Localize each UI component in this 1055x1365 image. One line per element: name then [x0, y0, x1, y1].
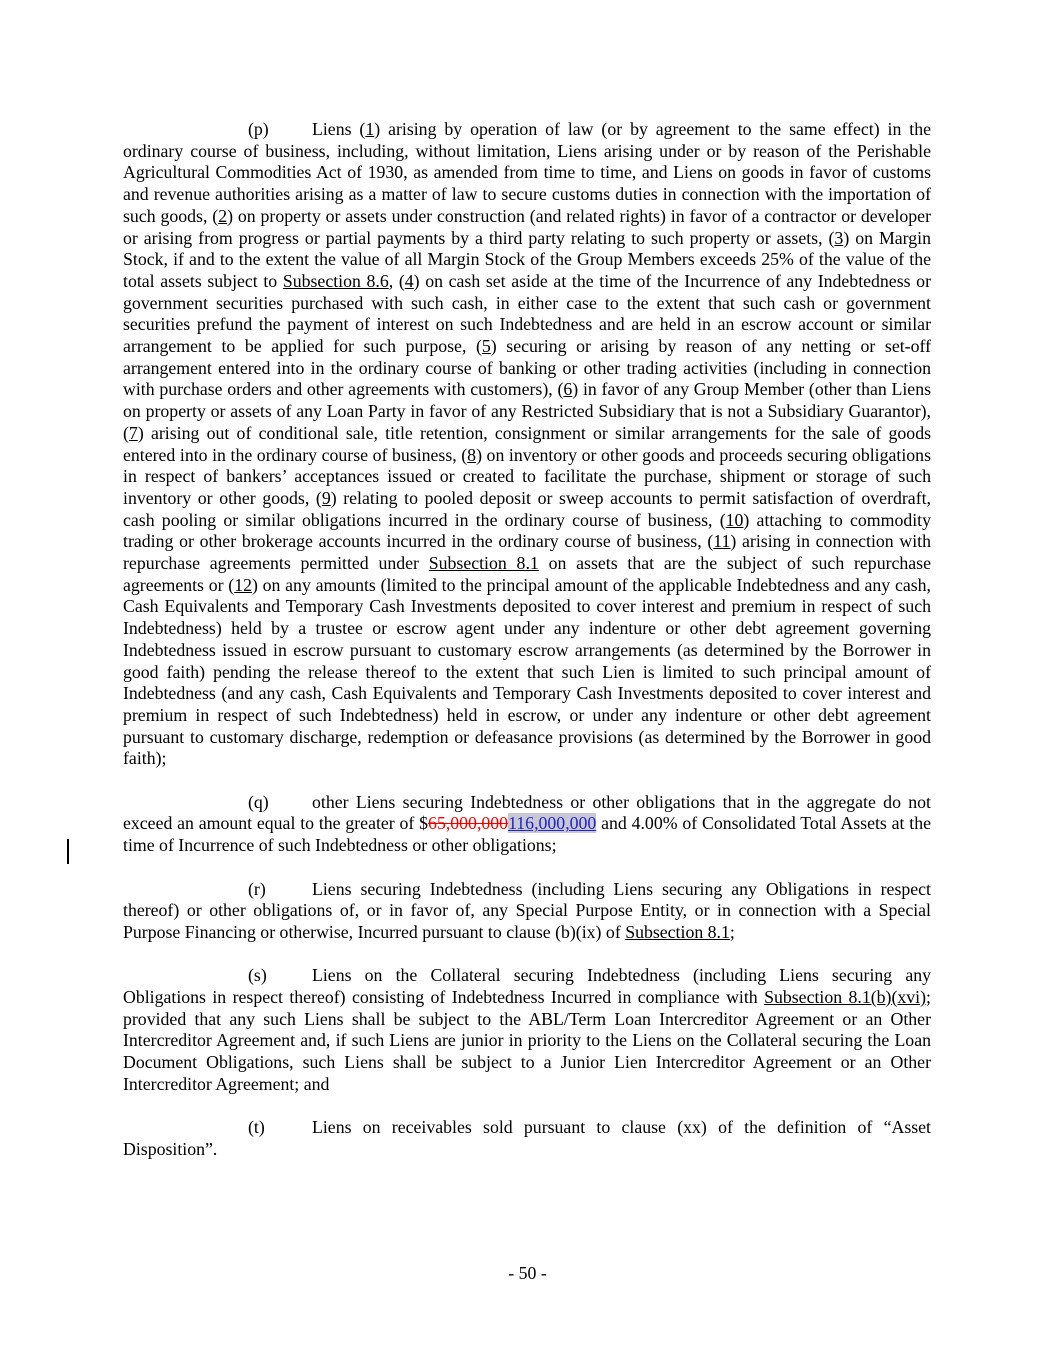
underlined-reference: Subsection 8.1(b)(xvi): [764, 987, 927, 1008]
underlined-reference: 3: [834, 227, 844, 248]
text-segment: other Liens securing Indebtedness or other obligations that in the aggregate do not exceed an amount equal to the greater of $: [123, 791, 931, 834]
paragraph-label-s: (s): [248, 965, 267, 986]
paragraph-label-r: (r): [248, 878, 266, 899]
text-segment: ) on cash set aside at the time of the Incurrence of any Indebtedness or government securities purchased with such cash, in either case to the extent that such cash or government securities prefund the payment of interest on such Indebtedness and are held in an escrow account or similar arrangement to be applied for such purpose, (: [123, 270, 931, 357]
text-segment: Liens on the Collateral securing Indebtedness (including Liens securing any Obligations in respect thereof) consisting of Indebtedness Incurred in compliance with: [123, 965, 931, 1008]
underlined-reference: 9: [321, 487, 331, 508]
text-segment: ) securing or arising by reason of any netting or set-off arrangement entered into in the ordinary course of banking or other trading activities (including in connection with purchase orders and other agreements with customers), (: [123, 336, 931, 400]
text-segment: ) relating to pooled deposit or sweep accounts to permit satisfaction of overdraft, cash pooling or similar obligations incurred in the ordinary course of business, (: [123, 487, 932, 530]
underlined-reference: 5: [481, 336, 491, 357]
text-segment: Liens on receivables sold pursuant to clause (xx) of the definition of “Asset Disposition”.: [123, 1117, 931, 1159]
underlined-reference: 7: [128, 422, 138, 443]
document-body: [123, 119, 931, 1161]
underlined-reference: Subsection 8.1: [625, 921, 730, 942]
text-segment: ) in favor of any Group Member (other than Liens on property or assets of any Loan Party in favor of any Restricted Subsidiary that is not a Subsidiary Guarantor), (: [123, 379, 932, 443]
underlined-reference: 2: [218, 205, 228, 226]
underlined-reference: 1: [365, 119, 375, 139]
text-segment: ) on inventory or other goods and proceeds securing obligations in respect of bankers’ acceptances issued or created to facilitate the purchase, shipment or storage of such inventory or other goods, (: [123, 444, 931, 508]
text-segment: ) arising in connection with repurchase agreements permitted under: [123, 531, 931, 574]
text-segment: ) attaching to commodity trading or other brokerage accounts incurred in the ordinary course of business, (: [123, 509, 931, 552]
text-segment: on assets that are the subject of such repurchase agreements or (: [123, 553, 931, 595]
text-segment: ) on property or assets under construction (and related rights) in favor of a contractor or developer or arising from progress or partial payments by a third party relating to such property or assets, (: [123, 205, 931, 248]
text-segment: ) on Margin Stock, if and to the extent the value of all Margin Stock of the Group Members exceeds 25% of the value of the total assets subject to: [123, 227, 931, 291]
text-segment: ) arising by operation of law (or by agreement to the same effect) in the ordinary course of business, including, without limitation, Liens arising under or by reason of the Perishable Agricultural Commodities Act of 1930, as amended from time to time, and Liens on goods in favor of customs and revenue authorities arising as a matter of law to secure customs duties in connection with the importation of such goods, (: [123, 119, 931, 226]
underlined-reference: 10: [725, 509, 744, 530]
text-segment: ) arising out of conditional sale, title retention, consignment or similar arrangements for the sale of goods entered into in the ordinary course of business, (: [123, 422, 931, 465]
page-number: - 50 -: [508, 1263, 547, 1283]
paragraph-label-q: (q): [248, 791, 269, 812]
revision-change-bar: [67, 839, 69, 864]
text-segment: ; provided that any such Liens shall be subject to the ABL/Term Loan Intercreditor Agreement or an Other Intercreditor Agreement and, if such Liens are junior in priority to the Liens on the Collateral securing the Loan Document Obligations, such Liens shall be subject to a Junior Lien Intercreditor Agreement or an Other Intercreditor Agreement; and: [123, 987, 931, 1094]
text-segment: Liens securing Indebtedness (including Liens securing any Obligations in respect thereof) or other obligations of, or in favor of, any Special Purpose Entity, or in connection with a Special Purpose Financing or otherwise, Incurred pursuant to clause (b)(ix) of: [123, 878, 931, 942]
paragraph-q: [123, 792, 931, 857]
paragraph-label-p: (p): [248, 119, 269, 139]
underlined-reference: 6: [563, 379, 573, 400]
paragraph-p: [123, 119, 931, 770]
paragraph-s: [123, 965, 931, 1095]
text-segment: ) on any amounts (limited to the principal amount of the applicable Indebtedness and any cash, Cash Equivalents and Temporary Cash Investments deposited to cover interest and premium in respect of such Indebtedness) held by a trustee or escrow agent under any indenture or other debt agreement governing Indebtedness issued in escrow pursuant to customary escrow arrangements (as determined by the Borrower in good faith) pending the release thereof to the extent that such Lien is limited to such principal amount of Indebtedness (and any cash, Cash Equivalents and Temporary Cash Investments deposited to cover interest and premium in respect of such Indebtedness) held in escrow, or under any indenture or other debt agreement pursuant to customary discharge, redemption or defeasance provisions (as determined by the Borrower in good faith);: [123, 574, 931, 769]
underlined-reference: 8: [467, 444, 477, 465]
text-segment: ;: [729, 921, 735, 942]
text-segment: , (: [388, 270, 405, 291]
paragraph-label-t: (t): [248, 1117, 265, 1138]
deleted-text: 65,000,000: [428, 813, 509, 834]
underlined-reference: Subsection 8.6: [282, 270, 389, 291]
underlined-reference: 11: [713, 531, 731, 552]
underlined-reference: 12: [234, 574, 252, 595]
underlined-reference: 4: [404, 270, 414, 291]
text-segment: Liens (: [312, 119, 366, 139]
paragraph-r: [123, 879, 931, 944]
inserted-text: 116,000,000: [508, 813, 597, 834]
text-segment: and 4.00% of Consolidated Total Assets at the time of Incurrence of such Indebtedness or other obligations;: [123, 813, 931, 856]
paragraph-t: [123, 1117, 931, 1160]
underlined-reference: Subsection 8.1: [428, 553, 539, 574]
